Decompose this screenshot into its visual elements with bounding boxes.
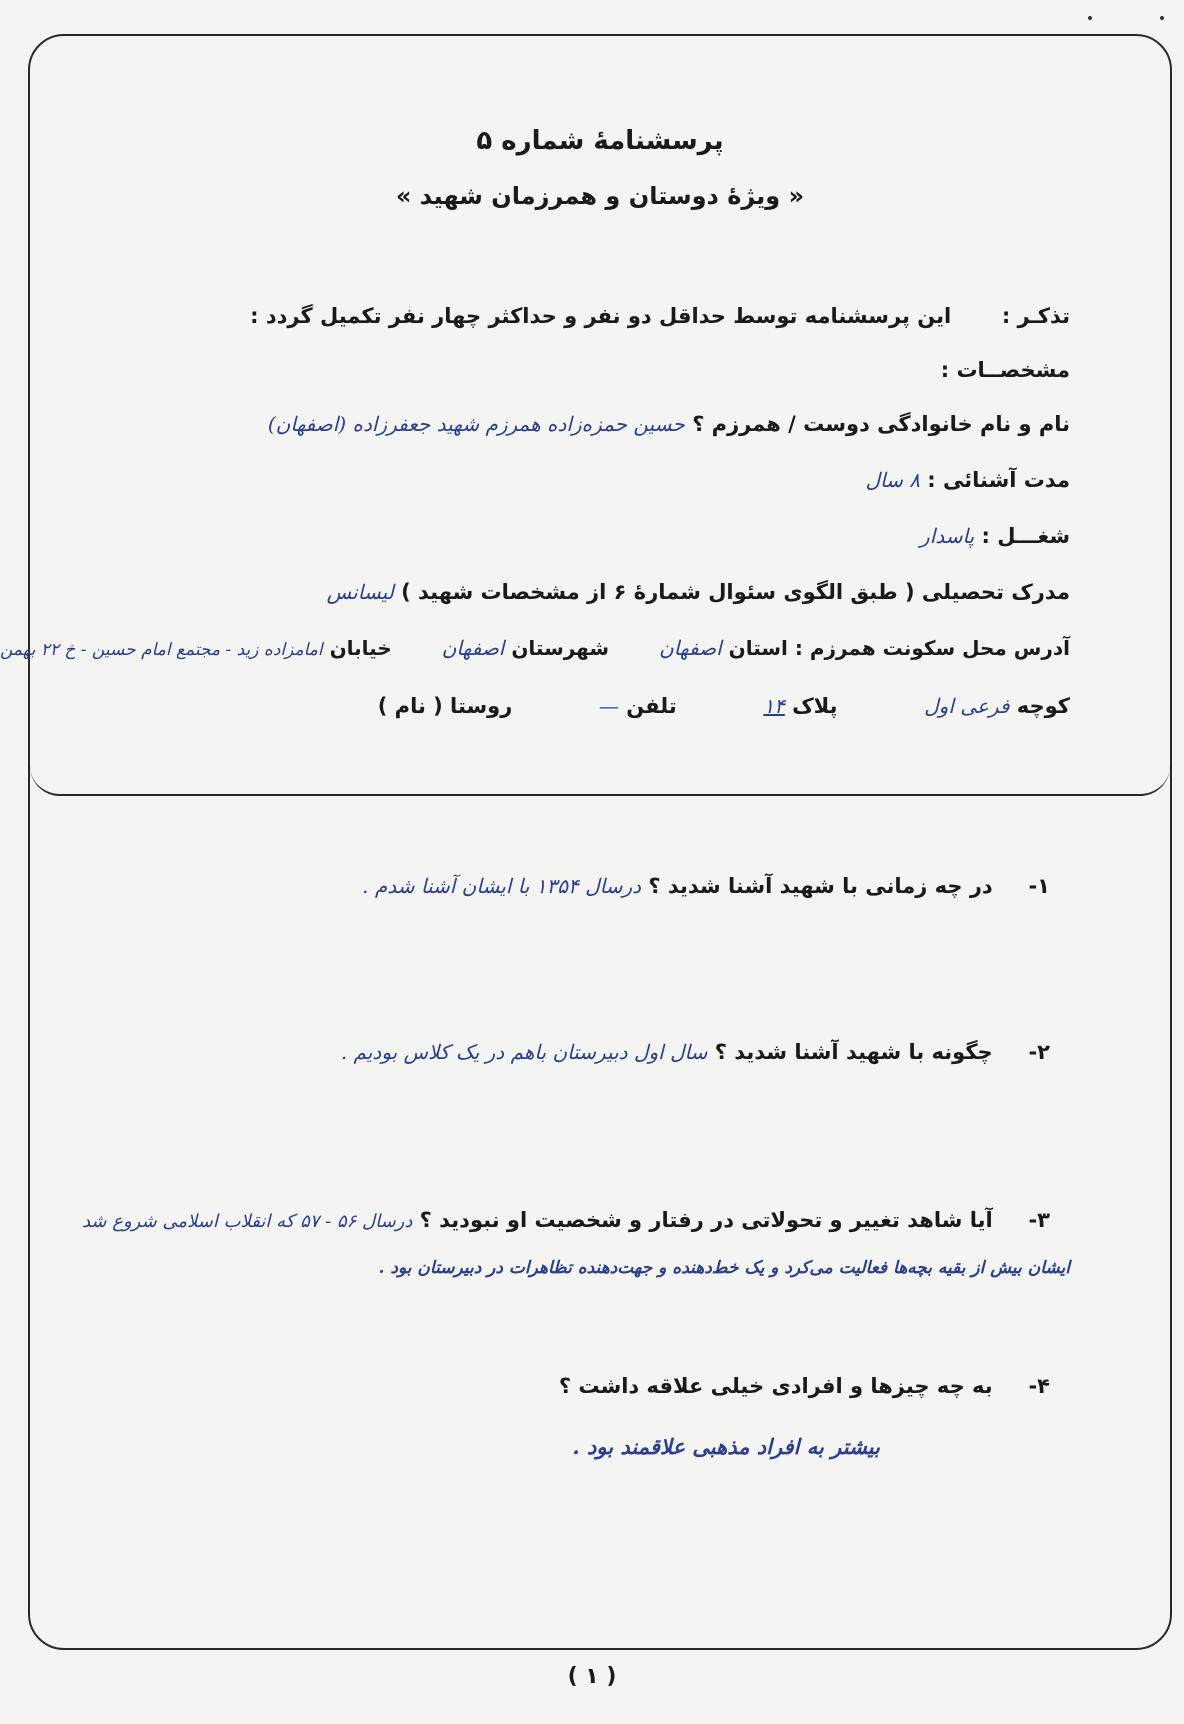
- question-number: ۲-: [1028, 1040, 1050, 1064]
- note-label: تذکـر :: [1001, 304, 1070, 328]
- alley-label: کوچه: [1016, 694, 1070, 718]
- street-value: امامزاده زید - مجتمع امام حسین - خ ۲۲ بهمن: [0, 640, 323, 660]
- job-row: [50, 524, 1070, 548]
- answer-text: درسال ۵۶ - ۵۷ که انقلاب اسلامی شروع شد: [81, 1211, 413, 1232]
- question-text: در چه زمانی با شهید آشنا شدید ؟: [648, 874, 993, 898]
- page-frame: [0, 34, 1172, 1650]
- question-2: [70, 1040, 1050, 1064]
- street-label: خیابان: [329, 636, 392, 660]
- question-4: [70, 1374, 1050, 1398]
- job-label: شغـــل :: [981, 524, 1070, 548]
- note-line: [50, 304, 1070, 328]
- duration-value: ۸ سال: [865, 468, 920, 492]
- village-label: روستا ( نام ): [377, 694, 513, 718]
- specs-heading: مشخصــات :: [940, 358, 1070, 382]
- name-value: حسین حمزه‌زاده همرزم شهید جعفرزاده (اصفهان): [267, 412, 685, 436]
- duration-label: مدت آشنائی :: [927, 468, 1070, 492]
- address-row: [0, 636, 1070, 660]
- question-number: ۳-: [1028, 1208, 1050, 1232]
- plate-value: ۱۴: [763, 694, 785, 718]
- province-value: اصفهان: [659, 636, 722, 660]
- city-label: شهرستان: [511, 636, 610, 660]
- question-number: ۱-: [1028, 874, 1050, 898]
- duration-row: [50, 468, 1070, 492]
- city-value: اصفهان: [441, 636, 505, 660]
- question-1: [70, 874, 1050, 898]
- name-row: [50, 412, 1070, 436]
- education-row: [50, 580, 1070, 604]
- note-text: این پرسشنامه توسط حداقل دو نفر و حداکثر چهار نفر تکمیل گردد :: [250, 304, 952, 328]
- address-label: آدرس محل سکونت همرزم : استان: [728, 636, 1070, 660]
- question-text: به چه چیزها و افرادی خیلی علاقه داشت ؟: [558, 1374, 993, 1398]
- alley-value: فرعی اول: [924, 694, 1010, 718]
- scan-dot: [1160, 16, 1164, 20]
- page-title: پرسشنامهٔ شماره ۵: [476, 126, 724, 156]
- answer-line-1: بیشتر به افراد مذهبی علاقمند بود .: [572, 1434, 880, 1459]
- job-value: پاسدار: [920, 524, 975, 548]
- page-number: ( ۱ ): [567, 1664, 617, 1689]
- name-label: نام و نام خانوادگی دوست / همرزم ؟: [692, 412, 1070, 436]
- question-3: [50, 1208, 1050, 1232]
- answer-line-2: ایشان بیش از بقیه بچه‌ها فعالیت می‌کرد و یک خط‌دهنده و جهت‌دهنده تظاهرات در دبیرستان بود .: [378, 1258, 1070, 1278]
- answer-text: سال اول دبیرستان باهم در یک کلاس بودیم .: [340, 1040, 708, 1064]
- alley-row: [50, 694, 1070, 718]
- header-box: [0, 36, 1170, 796]
- question-number: ۴-: [1028, 1374, 1050, 1398]
- question-text: آیا شاهد تغییر و تحولاتی در رفتار و شخصیت او نبودید ؟: [419, 1208, 993, 1232]
- scan-dot: [1088, 16, 1092, 20]
- phone-label: تلفن: [626, 694, 677, 718]
- education-label: مدرک تحصیلی ( طبق الگوی سئوال شمارهٔ ۶ از مشخصات شهید ): [401, 580, 1070, 604]
- question-text: چگونه با شهید آشنا شدید ؟: [714, 1040, 993, 1064]
- answer-text: درسال ۱۳۵۴ با ایشان آشنا شدم .: [362, 874, 642, 898]
- education-value: لیسانس: [326, 580, 394, 604]
- phone-value: —: [598, 694, 619, 718]
- plate-label: پلاک: [792, 694, 838, 718]
- page-subtitle: « ویژهٔ دوستان و همرزمان شهید »: [395, 182, 805, 210]
